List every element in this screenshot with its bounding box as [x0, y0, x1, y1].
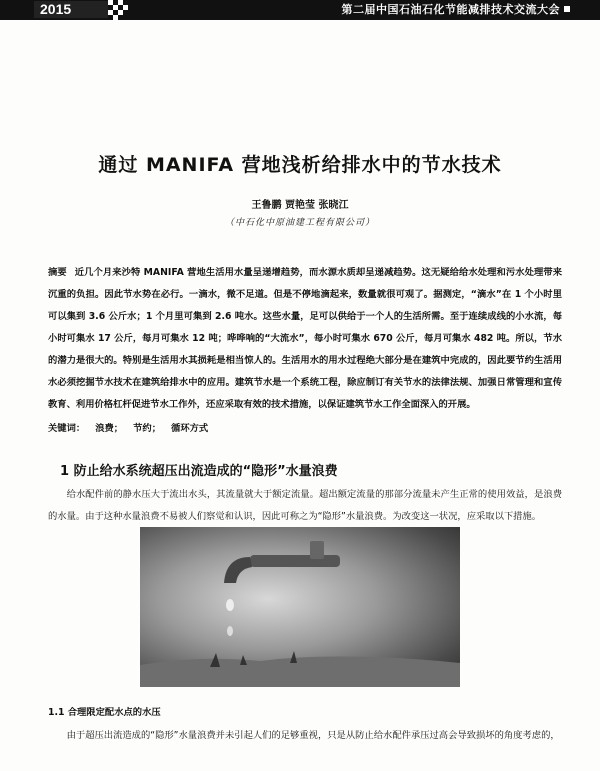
keywords	[48, 420, 218, 434]
keyword: 浪费；	[95, 423, 124, 434]
water-drop	[227, 626, 233, 636]
water-drop	[226, 599, 234, 611]
abstract	[48, 262, 562, 416]
year-label: 2015	[34, 1, 108, 18]
checker-decoration-icon	[108, 0, 130, 20]
subsection-text: 由于超压出流造成的“隐形”水量浪费并未引起人们的足够重视，只是从防止给水配件承压过高会导致损坏的角度考虑的，	[66, 730, 560, 741]
abstract-text: 近几个月来沙特 MANIFA 营地生活用水量呈递增趋势，而水源水质却呈递减趋势。这无疑给给水处理和污水处理带来沉重的负担。因此节水势在必行。一滴水，微不足道。但是不停地滴起来，数量就很可观了。据测定，“滴水”在 1 个小时里可以集到 3.6 公斤水；1 个月里可集到 2.6 吨水。这些水量，足可以供给于一个人的生活所需。至于连续成线的小水流，每小时可集水 17 公斤，每月可集水 12 吨；哗哗响的“大流水”，每小时可集水 670 公斤，每月可集水 482 吨。所以，节水的潜力是很大的。特别是生活用水其损耗是相当惊人的。生活用水的用水过程绝大部分是在建筑中完成的，因此要节约生活用水必须挖掘节水技术在建筑给排水中的应用。建筑节水是一个系统工程，除应制订有关节水的法律法规、加强日常管理和宣传教育、利用价格杠杆促进节水工作外，还应采取有效的技术措施，以保证建筑节水工作全面深入的开展。	[48, 267, 562, 410]
keywords-label: 关键词：	[48, 423, 86, 434]
paper-title: 通过 MANIFA 营地浅析给排水中的节水技术	[98, 154, 502, 176]
subsection-heading: 1.1 合理限定配水点的水压	[48, 707, 161, 718]
affiliation: （中石化中原油建工程有限公司）	[224, 218, 375, 228]
keyword: 节约；	[133, 423, 162, 434]
faucet-drawing	[140, 527, 460, 687]
square-bullet-icon	[564, 6, 570, 12]
faucet-spout	[224, 557, 252, 583]
faucet-photo	[140, 527, 460, 687]
ground	[140, 656, 460, 687]
conference-title: 第二届中国石油石化节能减排技术交流大会	[341, 3, 560, 16]
keyword: 循环方式	[171, 423, 209, 434]
faucet-pipe	[250, 555, 340, 567]
section-heading: 1 防止给水系统超压出流造成的“隐形”水量浪费	[60, 464, 338, 479]
faucet-handle	[310, 541, 324, 559]
abstract-label: 摘要	[48, 267, 67, 278]
header-bar	[0, 0, 600, 20]
authors: 王鲁鹏 贾艳莹 张晓江	[251, 200, 349, 211]
section-text: 给水配件前的静水压大于流出水头，其流量就大于额定流量。超出额定流量的那部分流量未产生正常的使用效益，是浪费的水量。由于这种水量浪费不易被人们察觉和认识，因此可称之为“隐形”水量浪费。为改变这一状况，应采取以下措施。	[48, 489, 562, 522]
